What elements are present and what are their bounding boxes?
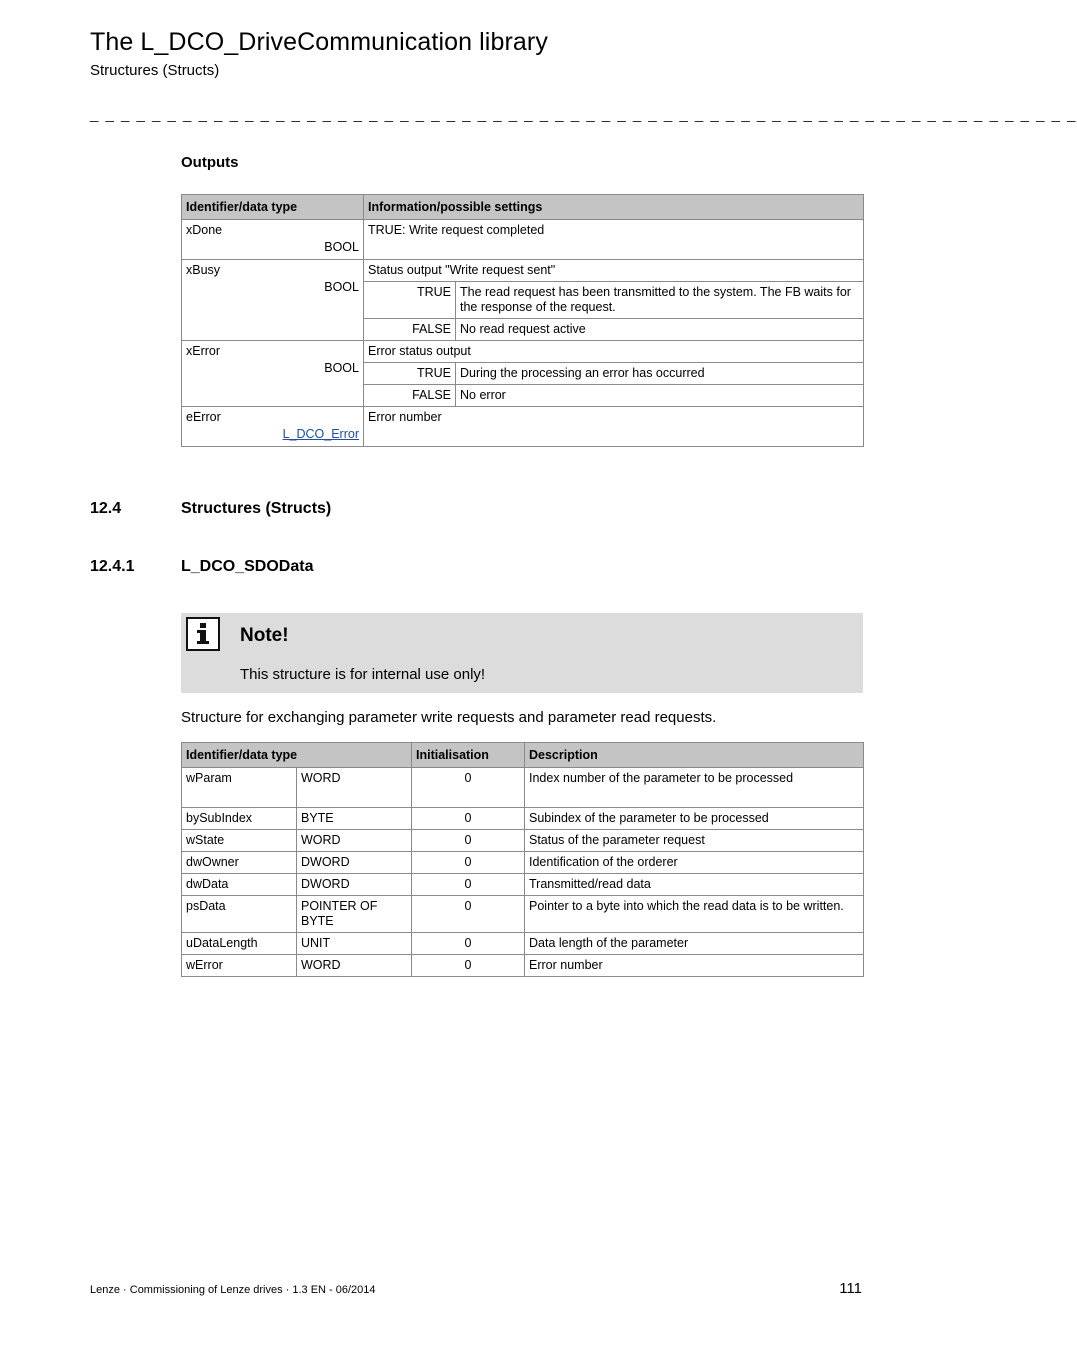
field-desc: Status of the parameter request	[525, 830, 864, 852]
info-cell: Error number	[364, 407, 864, 447]
identifier-name: eError	[186, 410, 221, 424]
info-icon	[186, 617, 220, 651]
table-row	[182, 955, 864, 977]
info-cell: TRUE: Write request completed	[364, 220, 864, 260]
table-row	[182, 808, 864, 830]
table-row	[182, 220, 864, 260]
page-title: The L_DCO_DriveCommunication library	[90, 28, 548, 56]
outputs-header-row	[182, 195, 864, 220]
field-init: 0	[412, 933, 525, 955]
subsection-title: L_DCO_SDOData	[181, 558, 314, 575]
data-type: BOOL	[324, 280, 359, 294]
col-info: Information/possible settings	[364, 195, 864, 220]
field-type: BYTE	[297, 808, 412, 830]
field-desc: Data length of the parameter	[525, 933, 864, 955]
structs-table	[181, 742, 864, 977]
identifier-cell	[182, 341, 364, 407]
field-type: DWORD	[297, 874, 412, 896]
col-identifier: Identifier/data type	[182, 743, 412, 768]
field-name: psData	[182, 896, 297, 933]
field-type: DWORD	[297, 852, 412, 874]
data-type: BOOL	[324, 240, 359, 254]
setting-text: No read request active	[456, 319, 864, 341]
field-init: 0	[412, 852, 525, 874]
page-subtitle: Structures (Structs)	[90, 62, 220, 79]
table-row	[182, 260, 864, 282]
col-identifier: Identifier/data type	[182, 195, 364, 220]
field-name: wError	[182, 955, 297, 977]
outputs-heading: Outputs	[181, 154, 239, 171]
setting-text: During the processing an error has occurred	[456, 363, 864, 385]
page-number: 111	[839, 1280, 862, 1297]
field-init: 0	[412, 830, 525, 852]
subsection-number: 12.4.1	[90, 558, 135, 575]
note-text: This structure is for internal use only!	[240, 666, 486, 683]
setting-value: TRUE	[364, 282, 456, 319]
table-row	[182, 874, 864, 896]
table-row	[182, 768, 864, 808]
field-type: WORD	[297, 830, 412, 852]
field-init: 0	[412, 896, 525, 933]
identifier-cell	[182, 407, 364, 447]
field-name: dwOwner	[182, 852, 297, 874]
table-row	[182, 830, 864, 852]
setting-text: No error	[456, 385, 864, 407]
field-desc: Index number of the parameter to be processed	[525, 768, 864, 808]
setting-value: TRUE	[364, 363, 456, 385]
note-box	[181, 613, 863, 693]
field-desc: Identification of the orderer	[525, 852, 864, 874]
info-cell: Status output "Write request sent"	[364, 260, 864, 282]
field-desc: Transmitted/read data	[525, 874, 864, 896]
section-title: Structures (Structs)	[181, 500, 332, 517]
table-row	[182, 407, 864, 447]
table-row	[182, 933, 864, 955]
outputs-table	[181, 194, 864, 447]
field-init: 0	[412, 768, 525, 808]
note-title: Note!	[240, 625, 289, 646]
setting-text: The read request has been transmitted to the system. The FB waits for the response of the request.	[456, 282, 864, 319]
setting-value: FALSE	[364, 319, 456, 341]
field-desc: Error number	[525, 955, 864, 977]
table-row	[182, 341, 864, 363]
field-name: wState	[182, 830, 297, 852]
setting-value: FALSE	[364, 385, 456, 407]
field-type: POINTER OF BYTE	[297, 896, 412, 933]
section-number: 12.4	[90, 500, 122, 517]
identifier-name: xDone	[186, 223, 223, 237]
data-type: BOOL	[324, 361, 359, 375]
field-init: 0	[412, 874, 525, 896]
field-name: uDataLength	[182, 933, 297, 955]
field-desc: Subindex of the parameter to be processed	[525, 808, 864, 830]
footer-text: Lenze · Commissioning of Lenze drives · 1.3 EN - 06/2014	[90, 1284, 376, 1296]
field-init: 0	[412, 808, 525, 830]
field-desc: Pointer to a byte into which the read data is to be written.	[525, 896, 864, 933]
field-name: bySubIndex	[182, 808, 297, 830]
field-type: UNIT	[297, 933, 412, 955]
field-name: wParam	[182, 768, 297, 808]
identifier-name: xBusy	[186, 263, 221, 277]
l-dco-error-link[interactable]: L_DCO_Error	[282, 427, 359, 441]
field-init: 0	[412, 955, 525, 977]
col-description: Description	[525, 743, 864, 768]
table-row	[182, 896, 864, 933]
info-cell: Error status output	[364, 341, 864, 363]
identifier-name: xError	[186, 344, 221, 358]
identifier-cell	[182, 260, 364, 341]
field-name: dwData	[182, 874, 297, 896]
identifier-cell	[182, 220, 364, 260]
table-row	[182, 852, 864, 874]
structs-header-row	[182, 743, 864, 768]
field-type: WORD	[297, 955, 412, 977]
header-rule: _ _ _ _ _ _ _ _ _ _ _ _ _ _ _ _ _ _ _ _ _ _ _ _ _ _ _ _ _ _ _ _ _ _ _ _ _ _ _ _ _ _ _ _ _ _ _ _ _ _ _ _ _ _ _ _ _ _ _ _ _ _ _ _	[90, 106, 1077, 123]
field-type: WORD	[297, 768, 412, 808]
intro-text: Structure for exchanging parameter write requests and parameter read requests.	[181, 709, 717, 726]
col-initialisation: Initialisation	[412, 743, 525, 768]
